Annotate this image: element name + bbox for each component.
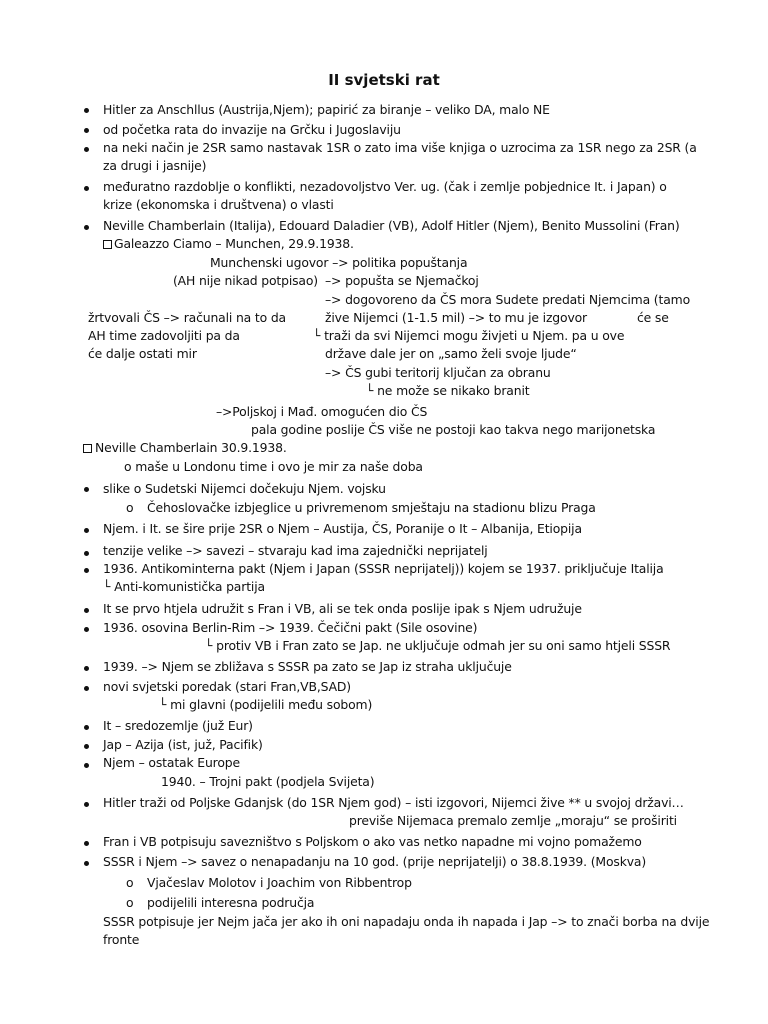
text-line: Jap – Azija (ist, juž, Pacifik): [103, 737, 263, 752]
document-title: II svjetski rat: [328, 71, 440, 89]
text-line: novi svjetski poredak (stari Fran,VB,SAD): [103, 679, 351, 694]
text-line: SSSR potpisuje jer Nejm jača jer ako ih oni napadaju onda ih napada i Jap –> to znači borba na dvije: [103, 914, 710, 929]
text-line: krize (ekonomska i društvena) o vlasti: [103, 197, 334, 212]
text-line: └ ne može se nikako branit: [366, 383, 530, 398]
text-line: 1939. –> Njem se zbližava s SSSR pa zato se Jap iz straha uključuje: [103, 659, 512, 674]
text-line: └ traži da svi Nijemci mogu živjeti u Njem. pa u ove: [313, 328, 625, 343]
text-line: (AH nije nikad potpisao): [173, 273, 318, 288]
text-line: podijelili interesna područja: [147, 895, 315, 910]
bullet-icon: [84, 568, 89, 573]
bullet-icon: [84, 608, 89, 613]
bullet-icon: [84, 841, 89, 846]
text-line: pala godine poslije ČS više ne postoji kao takva nego marijonetska: [251, 422, 656, 437]
text-line: SSSR i Njem –> savez o nenapadanju na 10 god. (prije neprijatelji) o 38.8.1939. (Moskva): [103, 854, 647, 869]
text-line: AH time zadovoljiti pa da: [88, 328, 240, 343]
text-line: Neville Chamberlain (Italija), Edouard Daladier (VB), Adolf Hitler (Njem), Benito Mussolini (Fran): [103, 218, 680, 233]
text-line: Čehoslovačke izbjeglice u privremenom smještaju na stadionu blizu Praga: [147, 500, 596, 515]
text-line: Njem – ostatak Europe: [103, 755, 240, 770]
text-line: fronte: [103, 932, 140, 947]
text-line: └ mi glavni (podijelili među sobom): [159, 697, 373, 712]
text-line: It se prvo htjela udružit s Fran i VB, ali se tek onda poslije ipak s Njem udružuje: [103, 601, 582, 616]
sub-bullet-marker: o: [126, 500, 134, 515]
text-line: Hitler traži od Poljske Gdanjsk (do 1SR Njem god) – isti izgovori, Nijemci žive ** u svojoj državi…: [103, 795, 684, 810]
bullet-icon: [84, 528, 89, 533]
text-line: Vjačeslav Molotov i Joachim von Ribbentrop: [147, 875, 412, 890]
text-line: 1936. osovina Berlin-Rim –> 1939. Čečični pakt (Sile osovine): [103, 620, 478, 635]
text-line: –> popušta se Njemačkoj: [325, 273, 479, 288]
bullet-icon: [84, 225, 89, 230]
bullet-icon: [84, 666, 89, 671]
text-line: slike o Sudetski Nijemci dočekuju Njem. vojsku: [103, 481, 386, 496]
text-line: za drugi i jasnije): [103, 158, 207, 173]
text-line: └ Anti-komunistička partija: [103, 579, 265, 594]
text-line: It – sredozemlje (juž Eur): [103, 718, 253, 733]
text-line: Hitler za Anschllus (Austrija,Njem); papirić za biranje – veliko DA, malo NE: [103, 102, 550, 117]
text-line: će se: [637, 310, 669, 325]
text-line: └ protiv VB i Fran zato se Jap. ne uključuje odmah jer su oni samo htjeli SSSR: [205, 638, 671, 653]
text-line: od početka rata do invazije na Grčku i Jugoslaviju: [103, 122, 401, 137]
bullet-icon: [84, 802, 89, 807]
text-line: Fran i VB potpisuju savezništvo s Poljskom o ako vas netko napadne mi vojno pomažemo: [103, 834, 642, 849]
text-line: države dale jer on „samo želi svoje ljude“: [325, 346, 577, 361]
bullet-icon: [84, 108, 89, 113]
checkbox-square-icon: [103, 240, 112, 249]
bullet-icon: [84, 487, 89, 492]
bullet-icon: [84, 147, 89, 152]
text-line: Galeazzo Ciamo – Munchen, 29.9.1938.: [114, 236, 354, 251]
bullet-icon: [84, 763, 89, 768]
bullet-icon: [84, 861, 89, 866]
bullet-icon: [84, 551, 89, 556]
text-line: će dalje ostati mir: [88, 346, 197, 361]
bullet-icon: [84, 744, 89, 749]
text-line: –> dogovoreno da ČS mora Sudete predati Njemcima (tamo: [325, 292, 690, 307]
text-line: o maše u Londonu time i ovo je mir za naše doba: [124, 459, 423, 474]
bullet-icon: [84, 725, 89, 730]
text-line: tenzije velike –> savezi – stvaraju kad ima zajednički neprijatelj: [103, 543, 488, 558]
text-line: Munchenski ugovor –> politika popuštanja: [210, 255, 468, 270]
bullet-icon: [84, 686, 89, 691]
checkbox-square-icon: [83, 444, 92, 453]
text-line: previše Nijemaca premalo zemlje „moraju“ se proširiti: [349, 813, 677, 828]
text-line: na neki način je 2SR samo nastavak 1SR o zato ima više knjiga o uzrocima za 1SR nego za 2SR (a: [103, 140, 697, 155]
text-line: 1940. – Trojni pakt (podjela Svijeta): [161, 774, 375, 789]
sub-bullet-marker: o: [126, 895, 134, 910]
bullet-icon: [84, 128, 89, 133]
bullet-icon: [84, 186, 89, 191]
text-line: žive Nijemci (1-1.5 mil) –> to mu je izgovor: [325, 310, 588, 325]
text-line: –> ČS gubi teritorij ključan za obranu: [325, 365, 551, 380]
text-line: međuratno razdoblje o konflikti, nezadovoljstvo Ver. ug. (čak i zemlje pobjednice It. i Japan) o: [103, 179, 667, 194]
text-line: Njem. i It. se šire prije 2SR o Njem – Austija, ČS, Poranije o It – Albanija, Etiopija: [103, 521, 582, 536]
text-line: Neville Chamberlain 30.9.1938.: [95, 440, 287, 455]
sub-bullet-marker: o: [126, 875, 134, 890]
text-line: žrtvovali ČS –> računali na to da: [88, 310, 286, 325]
text-line: –>Poljskoj i Mađ. omogućen dio ČS: [216, 404, 428, 419]
text-line: 1936. Antikominterna pakt (Njem i Japan (SSSR neprijatelj)) kojem se 1937. priključuje Italija: [103, 561, 664, 576]
bullet-icon: [84, 627, 89, 632]
